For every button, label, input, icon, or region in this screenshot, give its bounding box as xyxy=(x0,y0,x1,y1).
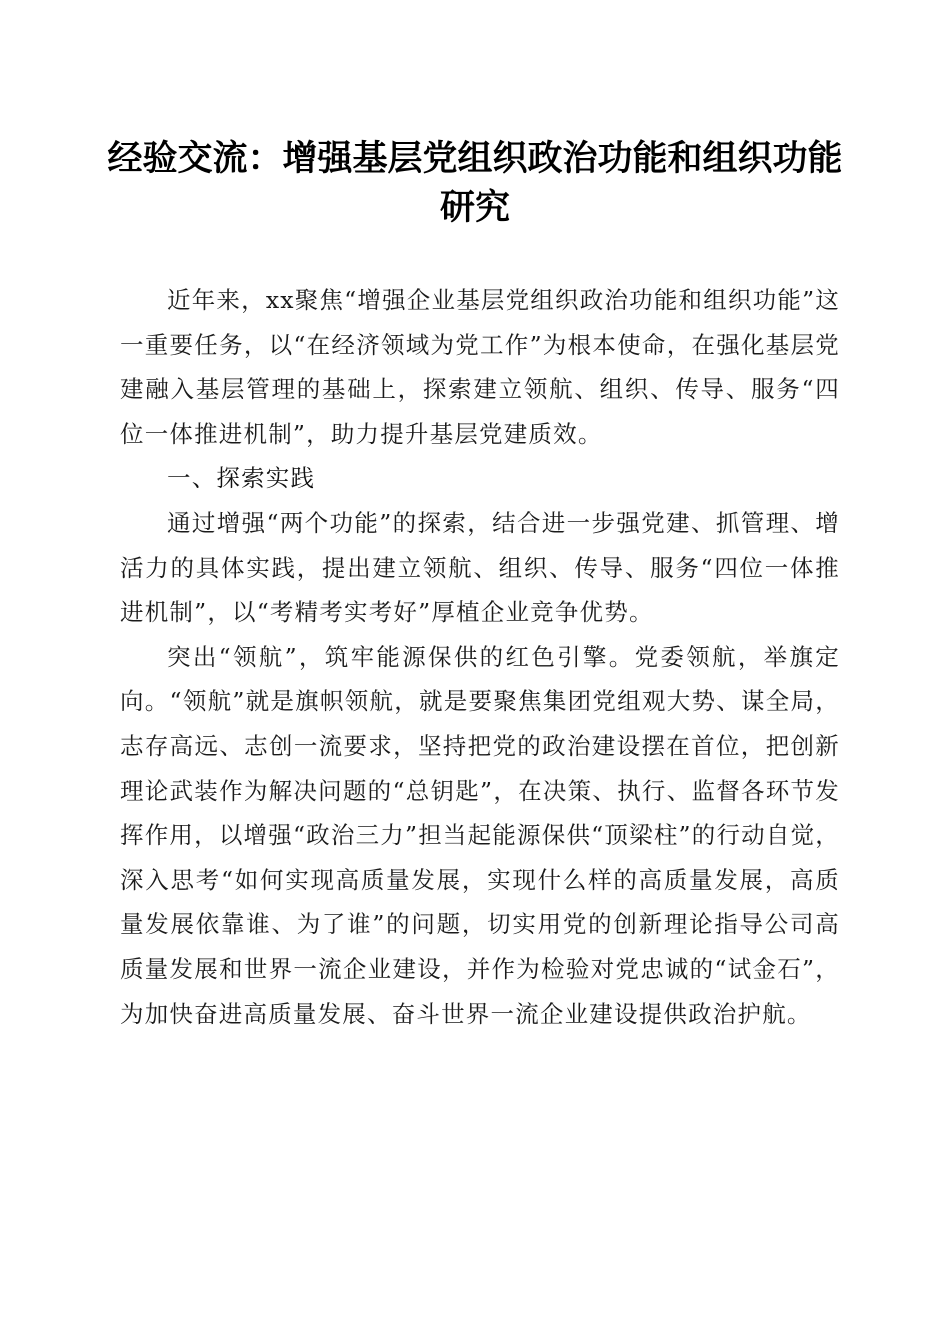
section-heading: 一、探索实践 xyxy=(167,464,316,493)
intro-paragraph: 近年来，xx聚焦“增强企业基层党组织政治功能和组织功能”这一重要任务，以“在经济领域为党工作”为根本使命，在强化基层党建融入基层管理的基础上，探索建立领航、组织、传导、服务“四位一体推进机制”，助力提升基层党建质效。 xyxy=(120,286,840,448)
practice-paragraph: 通过增强“两个功能”的探索，结合进一步强党建、抓管理、增活力的具体实践，提出建立领航、组织、传导、服务“四位一体推进机制”，以“考精考实考好”厚植企业竞争优势。 xyxy=(120,508,840,627)
leadership-paragraph: 突出“领航”，筑牢能源保供的红色引擎。党委领航，举旗定向。“领航”就是旗帜领航，就是要聚焦集团党组观大势、谋全局，志存高远、志创一流要求，坚持把党的政治建设摆在首位，把创新理论武装作为解决问题的“总钥匙”，在决策、执行、监督各环节发挥作用，以增强“政治三力”担当起能源保供“顶梁柱”的行动自觉，深入思考“如何实现高质量发展，实现什么样的高质量发展，高质量发展依靠谁、为了谁”的问题，切实用党的创新理论指导公司高质量发展和世界一流企业建设，并作为检验对党忠诚的“试金石”，为加快奋进高质量发展、奋斗世界一流企业建设提供政治护航。 xyxy=(120,642,840,1028)
document-title: 经验交流：增强基层党组织政治功能和组织功能研究 xyxy=(107,138,843,228)
document-body xyxy=(120,278,840,1036)
